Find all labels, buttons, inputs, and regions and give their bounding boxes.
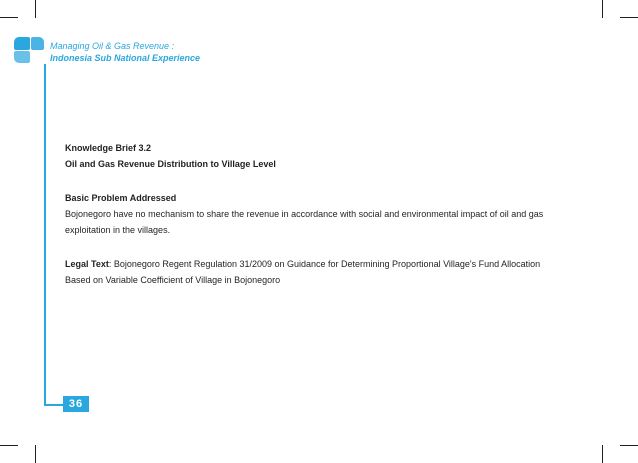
crop-mark — [602, 445, 603, 463]
running-header-line1: Managing Oil & Gas Revenue : — [50, 41, 175, 51]
running-header-line2: Indonesia Sub National Experience — [50, 53, 201, 63]
legal-text-continued: Based on Variable Coefficient of Village in Bojonegoro — [65, 275, 281, 285]
problem-heading: Basic Problem Addressed — [65, 193, 177, 203]
margin-rule-foot — [44, 404, 64, 406]
brief-label: Knowledge Brief 3.2 — [65, 143, 152, 153]
crop-mark — [620, 445, 638, 446]
crop-mark — [602, 0, 603, 18]
page-number: 36 — [63, 396, 89, 412]
legal-text-label: Legal Text — [65, 259, 109, 269]
crop-mark — [0, 445, 18, 446]
legal-text-paragraph — [65, 256, 585, 272]
crop-mark — [35, 445, 36, 463]
legal-text-body: : Bojonegoro Regent Regulation 31/2009 on Guidance for Determining Proportional Village's Fund Allocation — [108, 259, 541, 269]
crop-mark — [35, 0, 36, 18]
problem-text: exploitation in the villages. — [65, 225, 171, 235]
crop-mark — [620, 17, 638, 18]
running-header — [50, 40, 200, 64]
margin-rule — [44, 64, 46, 405]
problem-text: Bojonegoro have no mechanism to share the revenue in accordance with social and environmental impact of oil and gas — [65, 209, 544, 219]
knowledge-brief — [65, 140, 585, 288]
crop-mark — [0, 17, 18, 18]
brief-title: Oil and Gas Revenue Distribution to Village Level — [65, 159, 276, 169]
header-logo-icon — [14, 37, 50, 63]
